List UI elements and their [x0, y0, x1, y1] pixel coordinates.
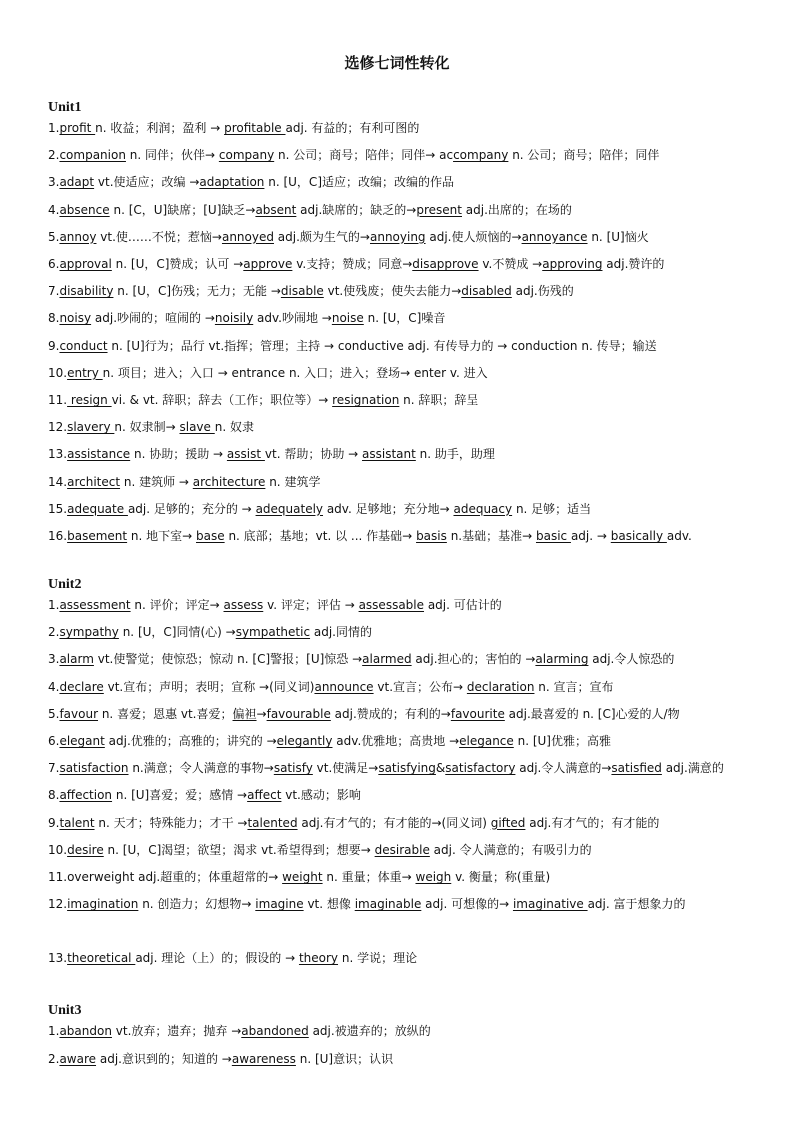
- underlined-word: assessable: [358, 598, 425, 612]
- underlined-word: satisfy: [273, 761, 313, 776]
- underlined-word: present: [416, 202, 462, 217]
- entry-text: 9.: [48, 815, 60, 830]
- underlined-word: talent: [59, 815, 95, 830]
- entry-text: n. [U，C]渴望；欲望；渴求 vt.希望得到；想要→: [103, 842, 375, 857]
- entry-text: adj.有才气的；有才能的: [525, 815, 660, 830]
- underlined-word: architect: [67, 474, 121, 489]
- underlined-word: declare: [59, 679, 104, 694]
- vocabulary-entry: [48, 147, 748, 163]
- entry-text: n. 学说；理论: [338, 951, 418, 966]
- entry-text: vt.使……不悦；惹恼→: [96, 229, 222, 244]
- vocabulary-entry: [48, 679, 748, 695]
- entry-text: n. 公司；商号；陪伴；同伴: [508, 148, 660, 163]
- entry-text: n. 协助；援助 →: [130, 447, 227, 462]
- vocabulary-entry: [48, 624, 748, 640]
- entry-text: adj.令人惊恐的: [588, 652, 675, 667]
- vocabulary-entry: [48, 256, 748, 272]
- underlined-word: resignation: [332, 393, 400, 407]
- entry-text: 1.: [48, 1024, 60, 1038]
- entry-text: 12.: [48, 897, 68, 912]
- entry-text: v.不赞成 →: [478, 257, 543, 271]
- entry-text: 14.: [48, 474, 68, 489]
- entry-text: n. 评价；评定→: [130, 598, 224, 612]
- underlined-word: alarmed: [362, 652, 412, 667]
- underlined-word: adapt: [59, 175, 95, 190]
- vocabulary-entry: [48, 787, 748, 803]
- underlined-word: basic: [535, 529, 571, 543]
- entry-text: n. [C，U]缺席；[U]缺乏→: [109, 202, 256, 217]
- entry-text: adj.意识到的；知道的 →: [96, 1051, 232, 1066]
- entry-text: vt. 想像: [303, 897, 355, 912]
- underlined-word: theory: [298, 951, 339, 966]
- underlined-word: imagination: [67, 897, 139, 912]
- vocabulary-entry: [48, 229, 748, 245]
- entry-text: n. 公司；商号；陪伴；同伴→ ac: [274, 148, 454, 163]
- vocabulary-entry: [48, 501, 748, 517]
- entry-text: n. [U，C]赞成；认可 →: [111, 257, 244, 271]
- entry-text: 4.: [48, 679, 60, 694]
- vocabulary-entry: [48, 815, 748, 831]
- entry-text: 4.: [48, 202, 60, 217]
- entry-text: adj.最喜爱的 n. [C]心爱的人/物: [504, 706, 680, 721]
- unit-heading: Unit2: [48, 577, 82, 592]
- underlined-word: noise: [331, 311, 364, 326]
- entry-text: n. 宣言；宣布: [534, 679, 614, 694]
- entry-text: n. 地下室→: [127, 529, 197, 543]
- entry-text: v.支持；赞成；同意→: [292, 257, 413, 271]
- underlined-word: assistant: [362, 447, 416, 462]
- underlined-word: adequately: [255, 501, 324, 516]
- underlined-word: basically: [610, 529, 667, 543]
- entry-text: n. 奴隶制→: [114, 420, 180, 435]
- vocabulary-entry: [48, 174, 748, 190]
- entry-text: n. 建筑学: [265, 474, 321, 489]
- underlined-word: theoretical: [67, 951, 136, 966]
- page-title: 选修七词性转化: [344, 54, 450, 72]
- underlined-word: 偏袒: [232, 706, 257, 721]
- underlined-word: approval: [59, 257, 112, 271]
- entry-text: 11.: [48, 393, 68, 407]
- entry-text: 2.: [48, 625, 60, 640]
- entry-text: adj.有才气的；有才能的→(同义词): [297, 815, 491, 830]
- entry-text: adj.颇为生气的→: [273, 229, 370, 244]
- entry-text: 5.: [48, 706, 60, 721]
- underlined-word: adaptation: [199, 175, 265, 190]
- underlined-word: talented: [247, 815, 298, 830]
- vocabulary-entry: [48, 1023, 748, 1039]
- underlined-word: imaginative: [512, 897, 588, 912]
- underlined-word: disabled: [461, 284, 512, 299]
- vocabulary-entry: [48, 896, 748, 912]
- underlined-word: assess: [223, 598, 264, 612]
- entry-text: n. [U，C]伤残；无力；无能 →: [113, 284, 281, 299]
- underlined-word: satisfied: [611, 761, 662, 776]
- entry-text: 2.: [48, 1051, 60, 1066]
- entry-text: vt.使残废；使失去能力→: [323, 284, 462, 299]
- underlined-word: elegantly: [276, 734, 333, 748]
- entry-text: &: [435, 761, 446, 776]
- underlined-word: elegant: [59, 734, 105, 748]
- vocabulary-entry: [48, 528, 748, 544]
- underlined-word: architecture: [192, 474, 266, 489]
- entry-text: 5.: [48, 229, 60, 244]
- underlined-word: announce: [314, 679, 374, 694]
- underlined-word: basis: [416, 529, 447, 543]
- entry-text: 10.: [48, 842, 68, 857]
- entry-text: n. [U]优雅；高雅: [513, 734, 611, 748]
- entry-text: n. 收益；利润；盈利 →: [95, 121, 225, 135]
- underlined-word: disable: [280, 284, 324, 299]
- underlined-word: favourable: [266, 706, 331, 721]
- vocabulary-entry: [48, 338, 748, 354]
- vocabulary-entry: [48, 202, 748, 218]
- entry-text: adj.赞许的: [602, 257, 665, 271]
- entry-text: vt. 帮助；协助 →: [264, 447, 363, 462]
- underlined-word: elegance: [459, 734, 514, 748]
- underlined-word: declaration: [466, 679, 535, 694]
- entry-text: 3.: [48, 175, 60, 190]
- underlined-word: disability: [59, 284, 114, 299]
- underlined-word: annoy: [59, 229, 97, 244]
- entry-text: 1.: [48, 121, 60, 135]
- underlined-word: slavery: [67, 420, 115, 435]
- entry-text: adj.吵闹的；喧闹的 →: [91, 311, 215, 326]
- vocabulary-entry: [48, 365, 748, 381]
- entry-text: adj. →: [570, 529, 611, 543]
- entry-text: adj.满意的: [661, 761, 724, 776]
- entry-text: 7.: [48, 284, 60, 299]
- entry-text: adj.缺席的；缺乏的→: [296, 202, 417, 217]
- underlined-word: satisfactory: [445, 761, 516, 776]
- entry-text: vt.放弃；遗弃；抛弃 →: [111, 1024, 242, 1038]
- entry-text: n. 底部；基地；vt. 以 ... 作基础→: [224, 529, 417, 543]
- underlined-word: favourite: [450, 706, 505, 721]
- underlined-word: conduct: [59, 338, 108, 353]
- underlined-word: weigh: [415, 870, 452, 884]
- vocabulary-entry: [48, 120, 748, 136]
- entry-text: adj. 有益的；有利可图的: [285, 121, 420, 135]
- underlined-word: disapprove: [412, 257, 479, 271]
- entry-text: 1.: [48, 598, 60, 612]
- entry-text: adj.优雅的；高雅的；讲究的 →: [104, 734, 277, 748]
- underlined-word: satisfying: [378, 761, 436, 776]
- vocabulary-entry: [48, 733, 748, 749]
- entry-text: adj.出席的；在场的: [461, 202, 572, 217]
- underlined-word: weight: [282, 870, 323, 884]
- vocabulary-entry: [48, 842, 748, 858]
- entry-text: adj. 理论（上）的；假设的 →: [135, 951, 299, 966]
- underlined-word: annoyed: [221, 229, 274, 244]
- underlined-word: imagine: [255, 897, 304, 912]
- underlined-word: slave: [179, 420, 215, 435]
- entry-text: v. 衡量；称(重量): [451, 870, 551, 884]
- entry-text: 7.: [48, 761, 60, 776]
- underlined-word: entry: [67, 365, 103, 380]
- entry-text: n. 同伴；伙伴→: [125, 148, 219, 163]
- underlined-word: abandon: [59, 1024, 112, 1038]
- entry-text: n. 重量；体重→: [322, 870, 416, 884]
- entry-text: adj.同情的: [310, 625, 372, 640]
- underlined-word: assist: [226, 447, 265, 462]
- entry-text: adj. 令人满意的；有吸引力的: [429, 842, 592, 857]
- entry-text: adj. 富于想象力的: [587, 897, 686, 912]
- entry-text: adj.被遗弃的；放纵的: [308, 1024, 431, 1038]
- underlined-word: profit: [59, 121, 96, 135]
- entry-text: n. 建筑师 →: [120, 474, 193, 489]
- entry-text: 13.: [48, 447, 68, 462]
- entry-text: n.满意；令人满意的事物→: [128, 761, 274, 776]
- entry-text: 6.: [48, 734, 60, 748]
- underlined-word: profitable: [224, 121, 286, 135]
- vocabulary-entry: [48, 597, 748, 613]
- entry-text: →: [256, 706, 267, 721]
- underlined-word: abandoned: [241, 1024, 309, 1038]
- underlined-word: annoyance: [521, 229, 588, 244]
- entry-text: adv.: [666, 529, 692, 543]
- underlined-word: aware: [59, 1051, 97, 1066]
- vocabulary-entry: [48, 651, 748, 667]
- entry-text: adj.赞成的；有利的→: [330, 706, 451, 721]
- entry-text: adv. 足够地；充分地→: [323, 501, 454, 516]
- vocabulary-entry: [48, 310, 748, 326]
- entry-text: vt.宣言；公布→: [373, 679, 467, 694]
- entry-text: v. 评定；评估 →: [263, 598, 359, 612]
- entry-text: vt.使适应；改编 →: [94, 175, 200, 190]
- entry-text: adj.使人烦恼的→: [425, 229, 522, 244]
- entry-text: vt.宣布；声明；表明；宣称 →(同义词): [103, 679, 315, 694]
- entry-text: 10.: [48, 365, 68, 380]
- vocabulary-entry: [48, 1051, 748, 1067]
- entry-text: n. 喜爱；恩惠 vt.喜爱；: [98, 706, 233, 721]
- vocabulary-entry: [48, 474, 748, 490]
- entry-text: n. 助手，助理: [415, 447, 495, 462]
- entry-text: 15.: [48, 501, 68, 516]
- entry-text: n. [U，C]适应；改编；改编的作品: [264, 175, 454, 190]
- entry-text: 11.overweight adj.超重的；体重超常的→: [48, 870, 283, 884]
- vocabulary-entry: [48, 283, 748, 299]
- underlined-word: awareness: [231, 1051, 296, 1066]
- entry-text: n. [U]行为；品行 vt.指挥；管理；主持 → conductive adj. 有传导力的 → conduction n. 传导；输送: [107, 338, 657, 353]
- vocabulary-entry: [48, 869, 748, 885]
- entry-text: n. [U]喜爱；爱；感情 →: [112, 788, 248, 803]
- underlined-word: favour: [59, 706, 99, 721]
- underlined-word: satisfaction: [59, 761, 129, 776]
- entry-text: adj.担心的；害怕的 →: [411, 652, 536, 667]
- entry-text: vi. & vt. 辞职；辞去（工作；职位等）→: [111, 393, 333, 407]
- underlined-word: basement: [67, 529, 128, 543]
- entry-text: adv.吵闹地 →: [253, 311, 332, 326]
- entry-text: n. [U]恼火: [587, 229, 649, 244]
- entry-text: vt.使满足→: [312, 761, 379, 776]
- entry-text: adj.令人满意的→: [515, 761, 612, 776]
- vocabulary-entry: [48, 392, 748, 408]
- vocabulary-entry: [48, 446, 748, 462]
- underlined-word: annoying: [369, 229, 426, 244]
- underlined-word: companion: [59, 148, 126, 163]
- underlined-word: assessment: [59, 598, 131, 612]
- entry-text: n. 天才；特殊能力；才干 →: [94, 815, 248, 830]
- entry-text: n. 辞职；辞呈: [399, 393, 479, 407]
- underlined-word: resign: [67, 393, 112, 407]
- underlined-word: approve: [243, 257, 293, 271]
- entry-text: adj. 足够的；充分的 →: [127, 501, 256, 516]
- underlined-word: absence: [59, 202, 110, 217]
- entry-text: vt.使警觉；使惊恐；惊动 n. [C]警报；[U]惊恐 →: [93, 652, 363, 667]
- entry-text: n. [U，C]噪音: [363, 311, 446, 326]
- entry-text: 3.: [48, 652, 60, 667]
- entry-text: 2.: [48, 148, 60, 163]
- underlined-word: noisy: [59, 311, 92, 326]
- underlined-word: alarming: [535, 652, 589, 667]
- entry-text: adv.优雅地；高贵地 →: [332, 734, 460, 748]
- unit-heading: Unit1: [48, 100, 82, 115]
- underlined-word: base: [196, 529, 225, 543]
- underlined-word: affect: [247, 788, 282, 803]
- entry-text: n.基础；基准→: [446, 529, 536, 543]
- underlined-word: noisily: [214, 311, 254, 326]
- underlined-word: adequacy: [453, 501, 513, 516]
- underlined-word: imaginable: [354, 897, 422, 912]
- entry-text: n. [U]意识；认识: [295, 1051, 394, 1066]
- entry-text: 9.: [48, 338, 60, 353]
- entry-text: vt.感动；影响: [281, 788, 361, 803]
- entry-text: n. 奴隶: [214, 420, 254, 435]
- entry-text: 6.: [48, 257, 60, 271]
- underlined-word: affection: [59, 788, 113, 803]
- underlined-word: assistance: [67, 447, 131, 462]
- underlined-word: approving: [542, 257, 603, 271]
- underlined-word: desirable: [374, 842, 430, 857]
- entry-text: n. [U，C]同情(心) →: [118, 625, 236, 640]
- underlined-word: company: [218, 148, 275, 163]
- entry-text: n. 项目；进入；入口 → entrance n. 入口；进入；登场→ enter v. 进入: [102, 365, 488, 380]
- unit-heading: Unit3: [48, 1003, 82, 1018]
- entry-text: adj. 可想像的→: [421, 897, 513, 912]
- entry-text: 8.: [48, 311, 60, 326]
- underlined-word: company: [453, 148, 509, 163]
- entry-text: 16.: [48, 529, 68, 543]
- entry-text: adj. 可估计的: [424, 598, 502, 612]
- entry-text: adj.伤残的: [511, 284, 574, 299]
- underlined-word: sympathetic: [235, 625, 311, 640]
- underlined-word: absent: [255, 202, 297, 217]
- entry-text: n. 创造力；幻想物→: [138, 897, 256, 912]
- underlined-word: alarm: [59, 652, 94, 667]
- entry-text: 8.: [48, 788, 60, 803]
- vocabulary-entry: [48, 760, 748, 776]
- underlined-word: desire: [67, 842, 104, 857]
- vocabulary-entry: [48, 419, 748, 435]
- underlined-word: adequate: [67, 501, 128, 516]
- vocabulary-entry: [48, 706, 748, 722]
- entry-text: 13.: [48, 951, 68, 966]
- entry-text: 12.: [48, 420, 68, 435]
- underlined-word: gifted: [490, 815, 526, 830]
- vocabulary-entry: [48, 950, 748, 966]
- entry-text: n. 足够；适当: [512, 501, 592, 516]
- underlined-word: sympathy: [59, 625, 119, 640]
